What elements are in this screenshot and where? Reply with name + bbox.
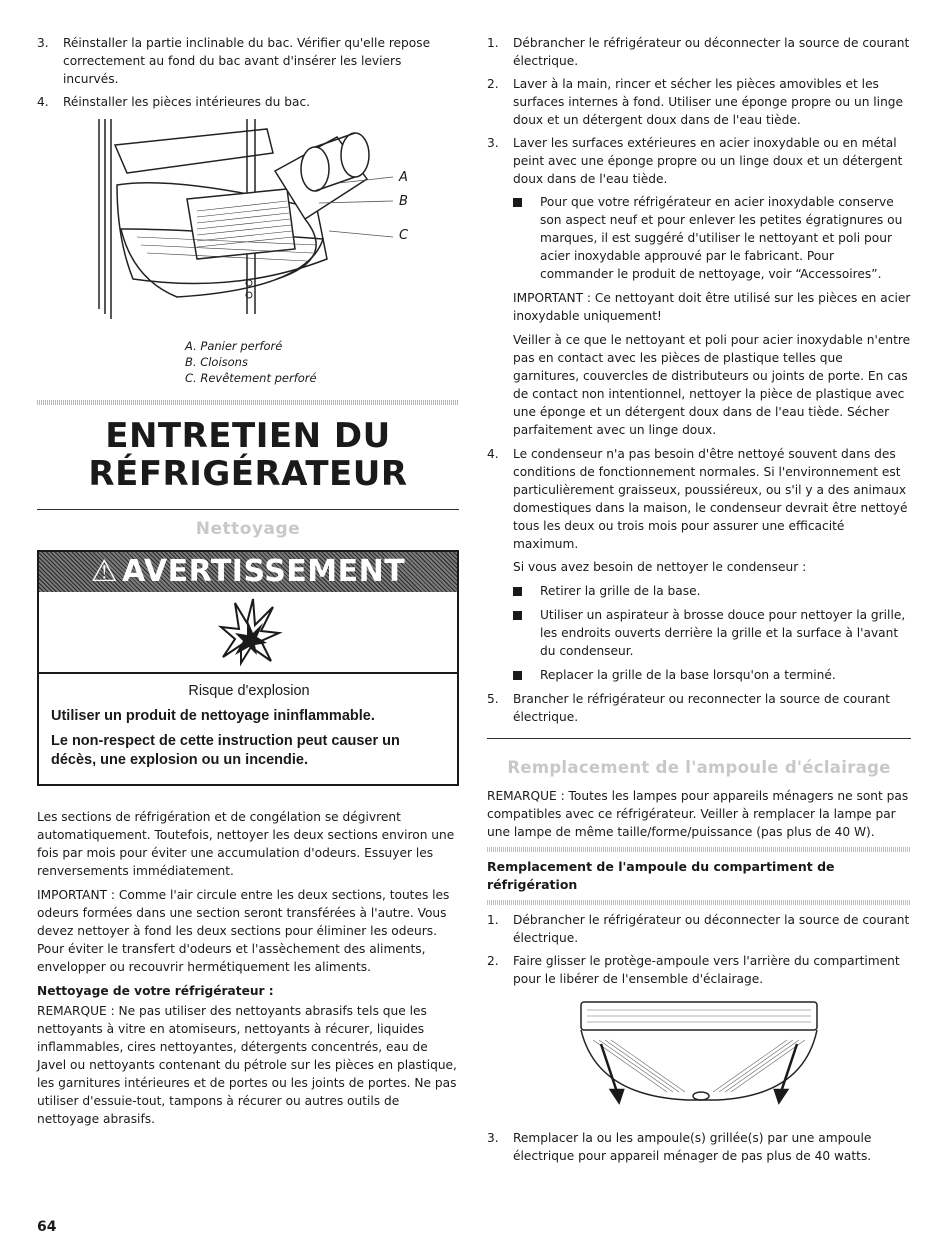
step-item: 5. Brancher le réfrigérateur ou reconnecter la source de courant électrique. [487,692,890,724]
explosion-icon [213,597,283,667]
light-shield-illustration [487,996,911,1116]
figure-label-a: A [399,170,408,185]
step-item: 3. Remplacer la ou les ampoule(s) grillée(s) par une ampoule électrique pour appareil ménager de pas plus de 40 watts. [487,1131,872,1163]
light-shield-figure [487,996,911,1121]
subheading-bulb: Remplacement de l'ampoule du compartiment de réfrigération [487,859,835,892]
step-item: 2. Laver à la main, rincer et sécher les pièces amovibles et les surfaces internes à fond. Utiliser une éponge propre ou un linge doux et un détergent doux dans de l'eau tiède. [487,77,904,127]
step-item: 1. Débrancher le réfrigérateur ou déconnecter la source de courant électrique. [487,913,910,945]
paragraph: IMPORTANT : Comme l'air circule entre les deux sections, toutes les odeurs formées dans une section seront transférées à l'autre. Vous devez nettoyer à fond les deux sections pour éliminer les odeurs. Pour éviter le transfert d'odeurs et l'assèchement des aliments, envelopper ou recouvrir hermétiquement les aliments. [37,888,450,974]
bullet-item: Retirer la grille de la base. [513,582,911,600]
warning-icon-area [39,592,457,674]
paragraph: REMARQUE : Ne pas utiliser des nettoyants abrasifs tels que les nettoyants à vitre en atomiseurs, nettoyants à récurer, liquides inflammables, cires nettoyantes, détergents concentrés, eau de Javel ou nettoyants contenant du pétrole sur les pièces en plastique, les garnitures intérieures et de portes ou les joints de portes. Ne pas utiliser d'essuie-tout, tampons à récurer ou autres outils de nettoyage abrasifs. [37,1004,457,1126]
warning-box [37,550,459,786]
paragraph: Si vous avez besoin de nettoyer le condenseur : [513,560,807,574]
figure-label-b: B [399,194,408,209]
bullet-square-icon [513,198,522,207]
section-title-bulb: Remplacement de l'ampoule d'éclairage [507,758,891,777]
left-column [37,34,459,1134]
step-item: 3. Réinstaller la partie inclinable du bac. Vérifier qu'elle repose correctement au fond du bac avant d'insérer les leviers incurvés. [37,36,431,86]
paragraph: Veiller à ce que le nettoyant et poli pour acier inoxydable n'entre pas en contact avec les pièces de plastique telles que garnitures, couvercles de distributeurs ou joints de porte. En cas de contact non intentionnel, nettoyer la pièce de plastique avec une éponge et un détergent doux dans de l'eau tiède. Sécher parfaitement avec un linge doux. [513,333,911,437]
step-item: 4. Le condenseur n'a pas besoin d'être nettoyé souvent dans des conditions de fonctionnement normales. Si l'environnement est particulièrement graisseux, poussiéreux, ou s'il y a des animaux domestiques dans la maison, le condenseur devrait être nettoyé tous les deux ou trois mois pour assurer une efficacité maximum. [487,447,908,551]
step-item: 1. Débrancher le réfrigérateur ou déconnecter la source de courant électrique. [487,36,910,68]
right-column [487,34,911,1170]
divider [37,509,459,510]
chapter-title: ENTRETIEN DU RÉFRIGÉRATEUR [88,416,408,494]
hatched-divider [487,900,911,905]
hatched-divider [37,400,459,405]
crisper-drawer-figure [37,119,459,334]
figure-label-c: C [399,228,409,243]
bullet-square-icon [513,671,522,680]
bullet-item: Replacer la grille de la base lorsqu'on a terminé. [513,666,911,684]
bullet-item: Utiliser un aspirateur à brosse douce pour nettoyer la grille, les endroits ouverts derrière la grille et la surface à l'avant du condenseur. [513,606,911,660]
bullet-item: Pour que votre réfrigérateur en acier inoxydable conserve son aspect neuf et pour enlever les petites égratignures ou marques, il est suggéré d'utiliser le nettoyant et poli pour acier inoxydable approuvé par le fabricant. Pour commander le produit de nettoyage, voir “Accessoires”. [513,193,911,283]
subheading-cleaning: Nettoyage de votre réfrigérateur : [37,984,274,998]
step-item: 3. Laver les surfaces extérieures en acier inoxydable ou en métal peint avec une éponge propre ou un linge doux et un détergent doux dans de l'eau tiède. [487,136,903,186]
step-item: 2. Faire glisser le protège-ampoule vers l'arrière du compartiment pour le libérer de l'ensemble d'éclairage. [487,954,900,986]
warning-text: Risque d'explosion Utiliser un produit de nettoyage ininflammable. Le non-respect de cette instruction peut causer un décès, une explosion ou un incendie. [51,683,400,768]
paragraph: REMARQUE : Toutes les lampes pour appareils ménagers ne sont pas compatibles avec ce réfrigérateur. Veiller à remplacer la lampe par une lampe de même taille/forme/puissance (pas plus de 40 W). [487,789,909,839]
divider [487,738,911,739]
warning-header: ⚠ AVERTISSEMENT [39,552,457,592]
hatched-divider [487,847,911,852]
warning-triangle-icon: ⚠ [90,554,119,589]
paragraph: IMPORTANT : Ce nettoyant doit être utilisé sur les pièces en acier inoxydable uniquement! [513,291,911,323]
section-title-cleaning: Nettoyage [195,519,301,539]
figure-captions: A. Panier perforé B. Cloisons C. Revêtement perforé [185,339,317,385]
page-number: 64 [37,1219,57,1235]
step-item: 4. Réinstaller les pièces intérieures du bac. [37,95,311,109]
bullet-square-icon [513,611,522,620]
bullet-square-icon [513,587,522,596]
crisper-drawer-illustration [37,119,459,329]
paragraph: Les sections de réfrigération et de congélation se dégivrent automatiquement. Toutefois, nettoyer les deux sections environ une fois par mois pour éviter une accumulation d'odeurs. Essuyer les renversements immédiatement. [37,810,455,878]
